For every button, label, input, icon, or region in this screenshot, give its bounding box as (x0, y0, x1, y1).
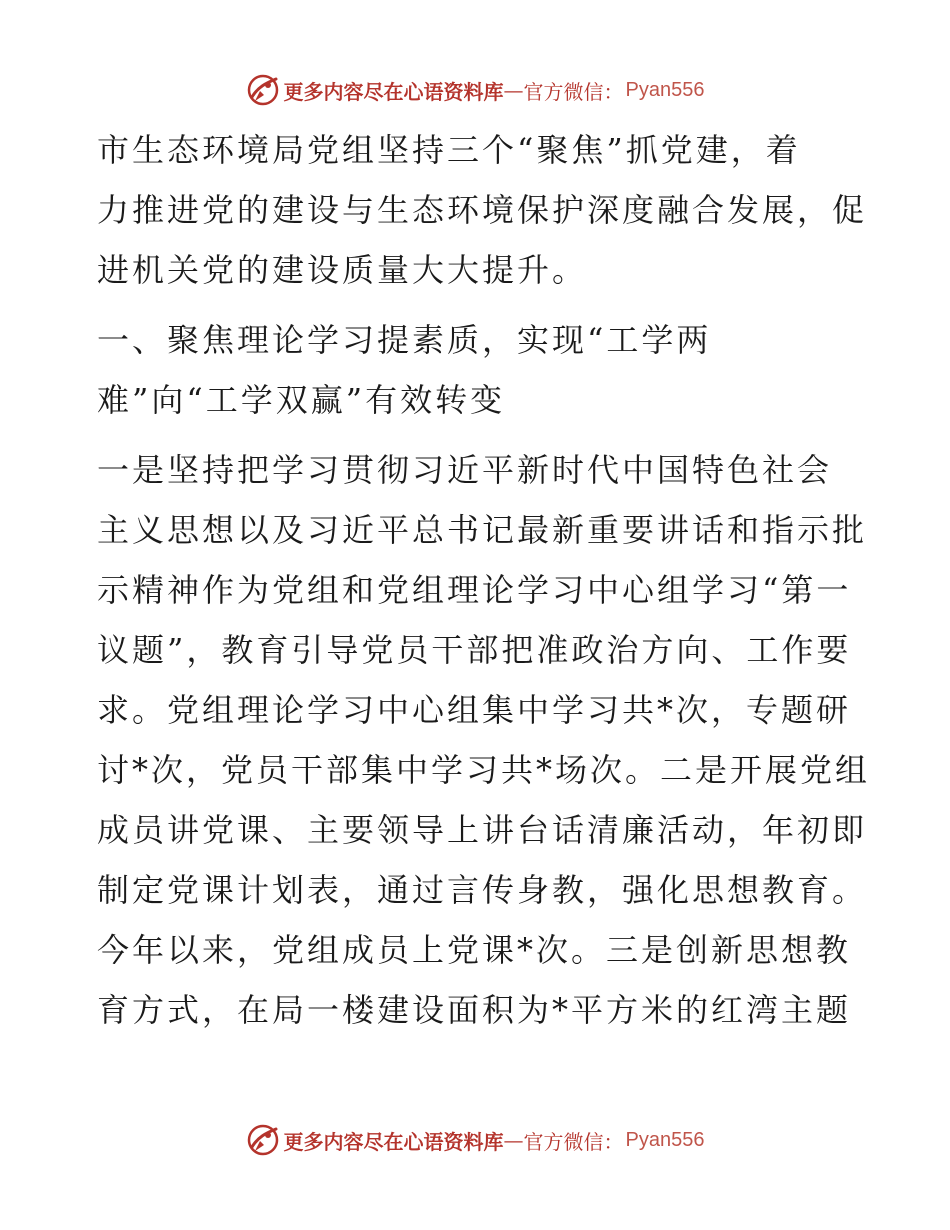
watermark-sub-text: 官方微信： (523, 79, 624, 104)
watermark-wechat-id: Pyan556 (625, 78, 705, 101)
pen-logo-icon (246, 1123, 280, 1157)
watermark-dash: — (503, 1128, 524, 1152)
body-line: 议题”，教育引导党员干部把准政治方向、工作要 (97, 631, 852, 669)
body-line: 成员讲党课、主要领导上讲台话清廉活动，年初即 (97, 811, 868, 849)
watermark-dash: — (503, 78, 524, 102)
pen-logo-icon (246, 73, 280, 107)
footer-watermark (0, 1120, 950, 1160)
body-line: 一是坚持把学习贯彻习近平新时代中国特色社会 (97, 451, 833, 489)
body-line: 制定党课计划表，通过言传身教，强化思想教育。 (97, 871, 868, 909)
body-line: 讨*次，党员干部集中学习共*场次。二是开展党组 (97, 751, 871, 789)
body-line: 示精神作为党组和党组理论学习中心组学习“第一 (97, 571, 852, 609)
watermark-wechat-id: Pyan556 (625, 1128, 705, 1151)
body-line: 育方式，在局一楼建设面积为*平方米的红湾主题 (97, 991, 852, 1029)
header-watermark (0, 70, 950, 110)
body-paragraph (97, 440, 871, 1040)
body-line: 求。党组理论学习中心组集中学习共*次，专题研 (97, 691, 852, 729)
body-line: 今年以来，党组成员上党课*次。三是创新思想教 (97, 931, 852, 969)
body-line: 主义思想以及习近平总书记最新重要讲话和指示批 (97, 511, 868, 549)
intro-line: 力推进党的建设与生态环境保护深度融合发展，促 (97, 191, 868, 229)
heading-line: 一、聚焦理论学习提素质，实现“工学两 (97, 321, 712, 359)
intro-line: 进机关党的建设质量大大提升。 (97, 251, 588, 289)
heading-line: 难”向“工学双赢”有效转变 (97, 381, 506, 419)
document-body (97, 120, 871, 1040)
intro-paragraph (97, 120, 868, 300)
watermark-main-text: 更多内容尽在心语资料库 (283, 1129, 504, 1154)
intro-line: 市生态环境局党组坚持三个“聚焦”抓党建，着 (97, 131, 801, 169)
watermark-sub-text: 官方微信： (523, 1129, 624, 1154)
watermark-main-text: 更多内容尽在心语资料库 (283, 79, 504, 104)
section-heading (97, 310, 857, 430)
